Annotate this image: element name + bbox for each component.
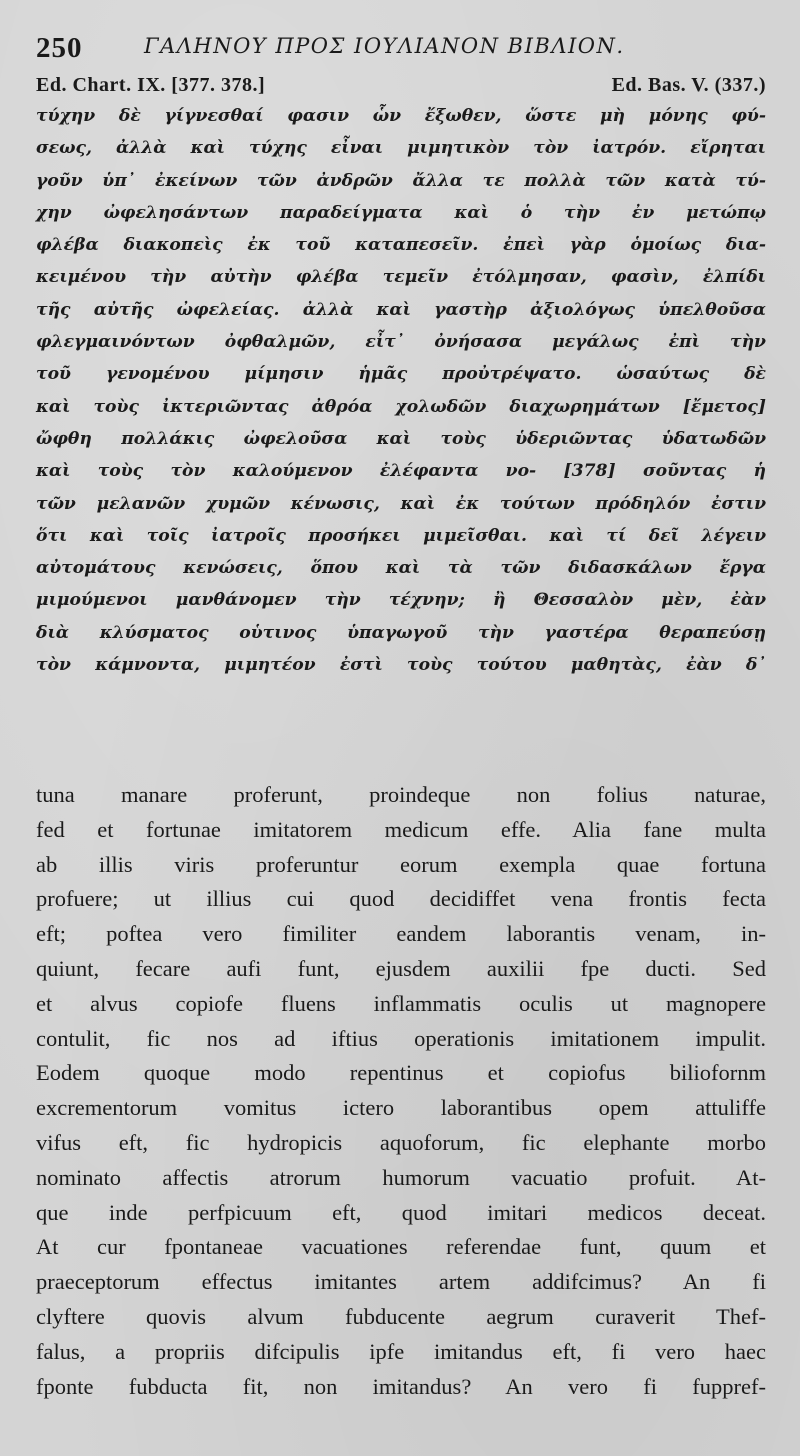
- greek-text-block: [36, 100, 766, 681]
- latin-line: fponte fubducta fit, non imitandus? An vero fi fuppref-: [36, 1373, 766, 1399]
- greek-line: τῆς αὐτῆς ὠφελείας. ἀλλὰ καὶ γαστὴρ ἀξιολόγως ὑπελθοῦσα: [36, 299, 766, 320]
- greek-line: μιμούμενοι μανθάνομεν τὴν τέχνην; ἢ Θεσσαλὸν μὲν, ἐὰν: [36, 590, 766, 611]
- running-title: ΓΑΛΗΝΟΥ ΠΡΟΣ ΙΟΥΛΙΑΝΟΝ ΒΙΒΛΙΟΝ.: [144, 34, 625, 58]
- page-number: 250: [36, 32, 83, 64]
- latin-line: praeceptorum effectus imitantes artem addifcimus? An fi: [36, 1269, 766, 1295]
- edition-chartier-ref: Ed. Chart. IX. [377. 378.]: [36, 74, 266, 96]
- greek-line: τῶν μελανῶν χυμῶν κένωσις, καὶ ἐκ τούτων πρόδηλόν ἐστιν: [36, 493, 766, 514]
- greek-line: φλέβα διακοπεὶς ἐκ τοῦ καταπεσεῖν. ἐπεὶ γὰρ ὁμοίως δια-: [36, 235, 766, 256]
- greek-line: ὅτι καὶ τοῖς ἰατροῖς προσήκει μιμεῖσθαι. καὶ τί δεῖ λέγειν: [36, 525, 766, 546]
- latin-line: contulit, fic nos ad iftius operationis imitationem impulit.: [36, 1025, 766, 1051]
- greek-line: τύχην δὲ γίγνεσθαί φασιν ὧν ἔξωθεν, ὥστε μὴ μόνης φύ-: [36, 106, 766, 126]
- latin-text-block: [36, 778, 766, 1404]
- greek-line: διὰ κλύσματος οὑτινος ὑπαγωγοῦ τὴν γαστέρα θεραπεύσῃ: [36, 622, 766, 643]
- latin-line: et alvus copiofe fluens inflammatis oculis ut magnopere: [36, 990, 766, 1016]
- greek-line: σεως, ἀλλὰ καὶ τύχης εἶναι μιμητικὸν τὸν ἰατρόν. εἴρηται: [36, 138, 766, 159]
- greek-line: τοῦ γενομένου μίμησιν ἡμᾶς προὐτρέψατο. ὡσαύτως δὲ: [36, 364, 766, 385]
- latin-line: Eodem quoque modo repentinus et copiofus biliofornm: [36, 1060, 766, 1086]
- latin-line: At cur fpontaneae vacuationes referendae funt, quum et: [36, 1234, 766, 1260]
- greek-line: γοῦν ὑπ᾽ ἐκείνων τῶν ἀνδρῶν ἄλλα τε πολλὰ τῶν κατὰ τύ-: [36, 170, 766, 191]
- greek-line: ὤφθη πολλάκις ὠφελοῦσα καὶ τοὺς ὑδεριῶντας ὑδατωδῶν: [36, 428, 766, 449]
- latin-line: fed et fortunae imitatorem medicum effe. Alia fane multa: [36, 816, 766, 842]
- latin-line: ab illis viris proferuntur eorum exempla quae fortuna: [36, 851, 766, 877]
- greek-line: κειμένου τὴν αὐτὴν φλέβα τεμεῖν ἐτόλμησαν, φασὶν, ἐλπίδι: [36, 267, 766, 288]
- latin-line: nominato affectis atrorum humorum vacuatio profuit. At-: [36, 1164, 766, 1190]
- latin-line: vifus eft, fic hydropicis aquoforum, fic elephante morbo: [36, 1129, 766, 1155]
- greek-line: αὐτομάτους κενώσεις, ὅπου καὶ τὰ τῶν διδασκάλων ἔργα: [36, 558, 766, 579]
- latin-line: que inde perfpicuum eft, quod imitari medicos deceat.: [36, 1199, 766, 1225]
- edition-basel-ref: Ed. Bas. V. (337.): [611, 74, 766, 96]
- latin-line: clyftere quovis alvum fubducente aegrum curaverit Thef-: [36, 1303, 766, 1329]
- greek-line: καὶ τοὺς ἰκτεριῶντας ἀθρόα χολωδῶν διαχωρημάτων [ἔμετος]: [36, 396, 766, 417]
- latin-line: quiunt, fecare aufi funt, ejusdem auxilii fpe ducti. Sed: [36, 955, 766, 981]
- greek-line: καὶ τοὺς τὸν καλούμενον ἐλέφαντα νο- [378] σοῦντας ἡ: [36, 461, 766, 482]
- latin-line: eft; poftea vero fimiliter eandem laborantis venam, in-: [36, 921, 766, 947]
- greek-line: χην ὠφελησάντων παραδείγματα καὶ ὁ τὴν ἐν μετώπῳ: [36, 202, 766, 223]
- greek-line: φλεγμαινόντων ὀφθαλμῶν, εἶτ᾽ ὀνήσασα μεγάλως ἐπὶ τὴν: [36, 332, 766, 353]
- page-header: [36, 30, 776, 70]
- latin-line: profuere; ut illius cui quod decidiffet vena frontis fecta: [36, 886, 766, 912]
- latin-line: tuna manare proferunt, proindeque non folius naturae,: [36, 782, 766, 807]
- latin-line: excrementorum vomitus ictero laborantibus opem attuliffe: [36, 1095, 766, 1121]
- greek-line: τὸν κάμνοντα, μιμητέον ἐστὶ τοὺς τούτου μαθητὰς, ἐὰν δ᾽: [36, 655, 766, 676]
- latin-line: falus, a propriis difcipulis ipfe imitandus eft, fi vero haec: [36, 1338, 766, 1364]
